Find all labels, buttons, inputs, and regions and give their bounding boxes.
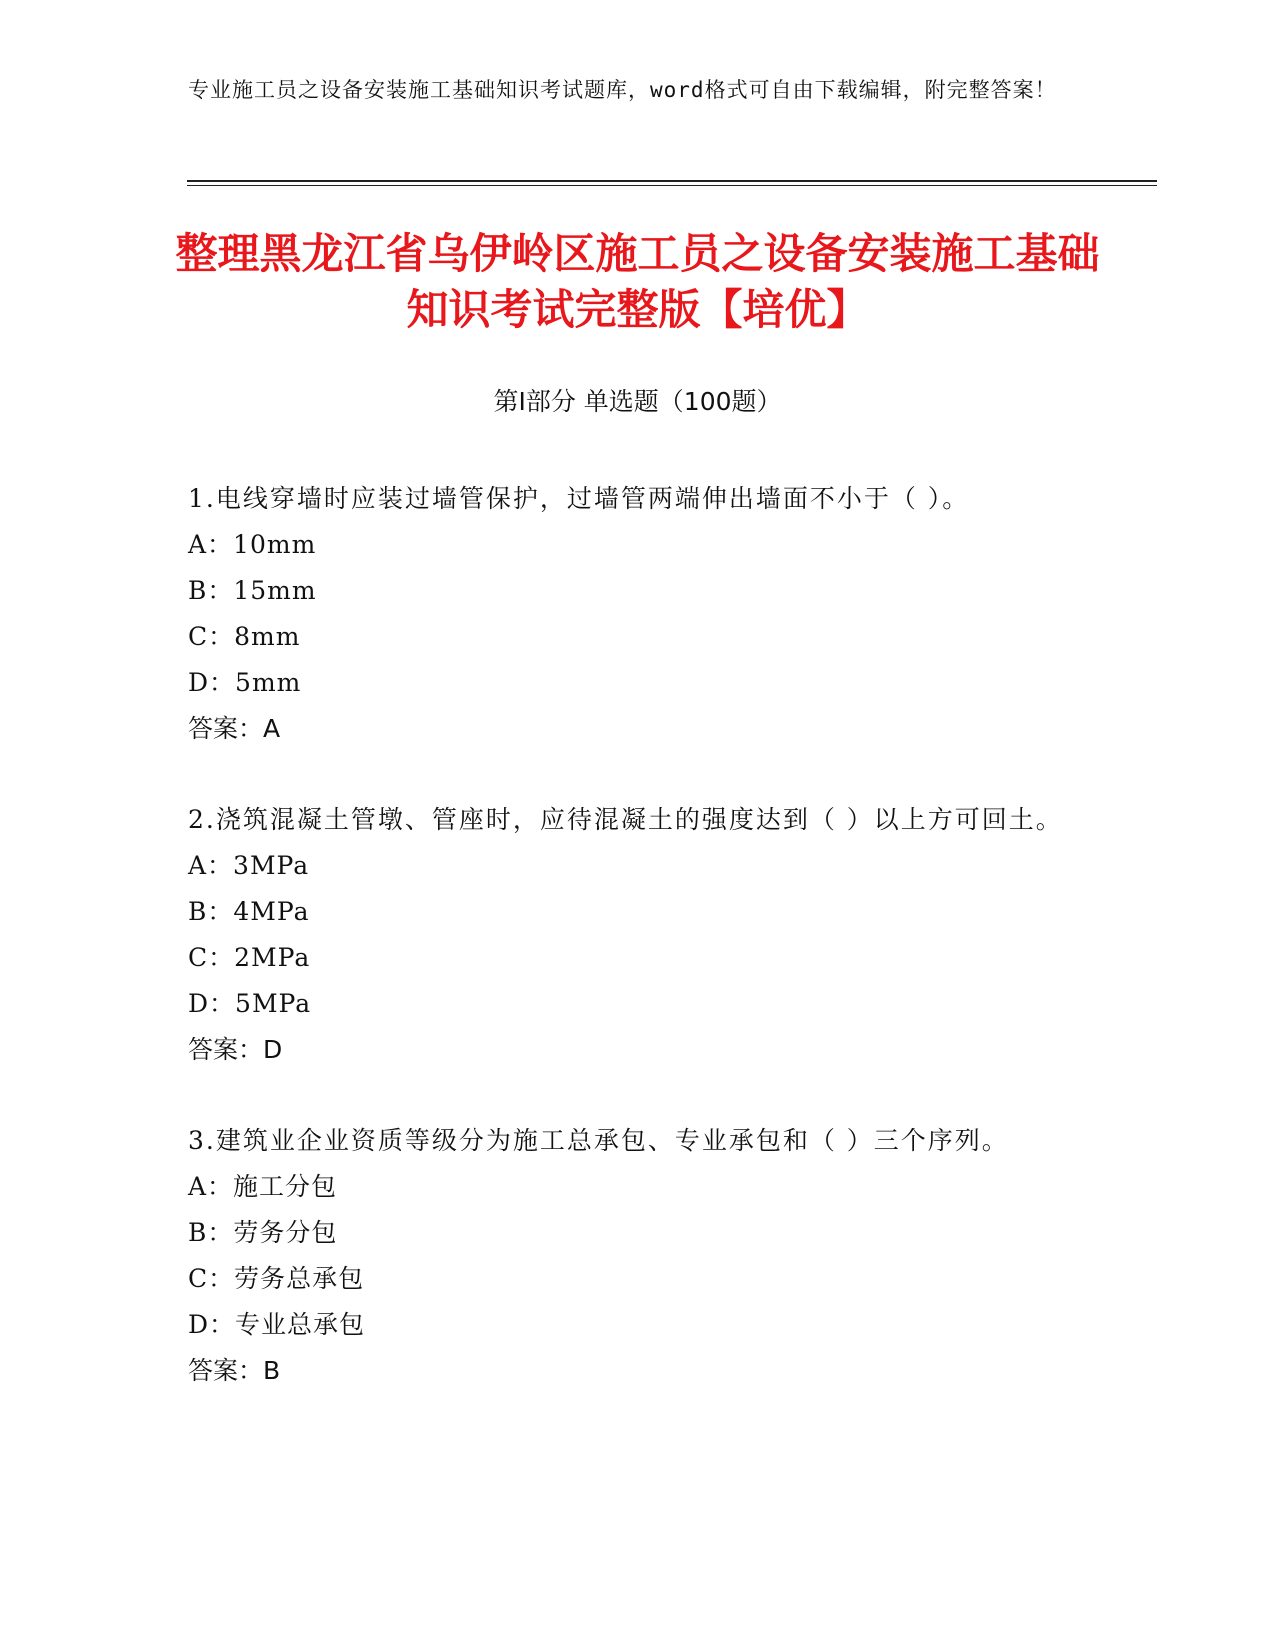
question-3 (188, 1118, 1088, 1394)
option-d: D：5mm (188, 668, 302, 697)
answer: 答案：A (188, 714, 281, 743)
option-a: A：3MPa (188, 851, 310, 880)
question-2 (188, 797, 1088, 1073)
document-title: 整理黑龙江省乌伊岭区施工员之设备安装施工基础知识考试完整版【培优】 (175, 229, 1100, 334)
option-d: D：专业总承包 (188, 1310, 366, 1339)
question-stem: 1.电线穿墙时应装过墙管保护，过墙管两端伸出墙面不小于（ ）。 (188, 484, 970, 513)
header-rule-thick (187, 180, 1157, 182)
option-b: B：15mm (188, 576, 317, 605)
section-title: 第Ⅰ部分 单选题（100题） (493, 387, 782, 416)
option-a: A：10mm (188, 530, 317, 559)
question-list (188, 476, 1088, 1439)
question-stem: 3.建筑业企业资质等级分为施工总承包、专业承包和（ ）三个序列。 (188, 1126, 1009, 1155)
answer: 答案：B (188, 1356, 281, 1385)
option-c: C：劳务总承包 (188, 1264, 365, 1293)
question-1 (188, 476, 1088, 752)
answer: 答案：D (188, 1035, 283, 1064)
option-d: D：5MPa (188, 989, 312, 1018)
option-c: C：2MPa (188, 943, 311, 972)
question-stem: 2.浇筑混凝土管墩、管座时，应待混凝土的强度达到（ ）以上方可回土。 (188, 805, 1063, 834)
header-note: 专业施工员之设备安装施工基础知识考试题库，word格式可自由下载编辑，附完整答案！ (188, 78, 1057, 102)
option-a: A：施工分包 (188, 1172, 338, 1201)
option-b: B：4MPa (188, 897, 310, 926)
option-c: C：8mm (188, 622, 301, 651)
option-b: B：劳务分包 (188, 1218, 338, 1247)
header-rule-thin (187, 185, 1157, 186)
